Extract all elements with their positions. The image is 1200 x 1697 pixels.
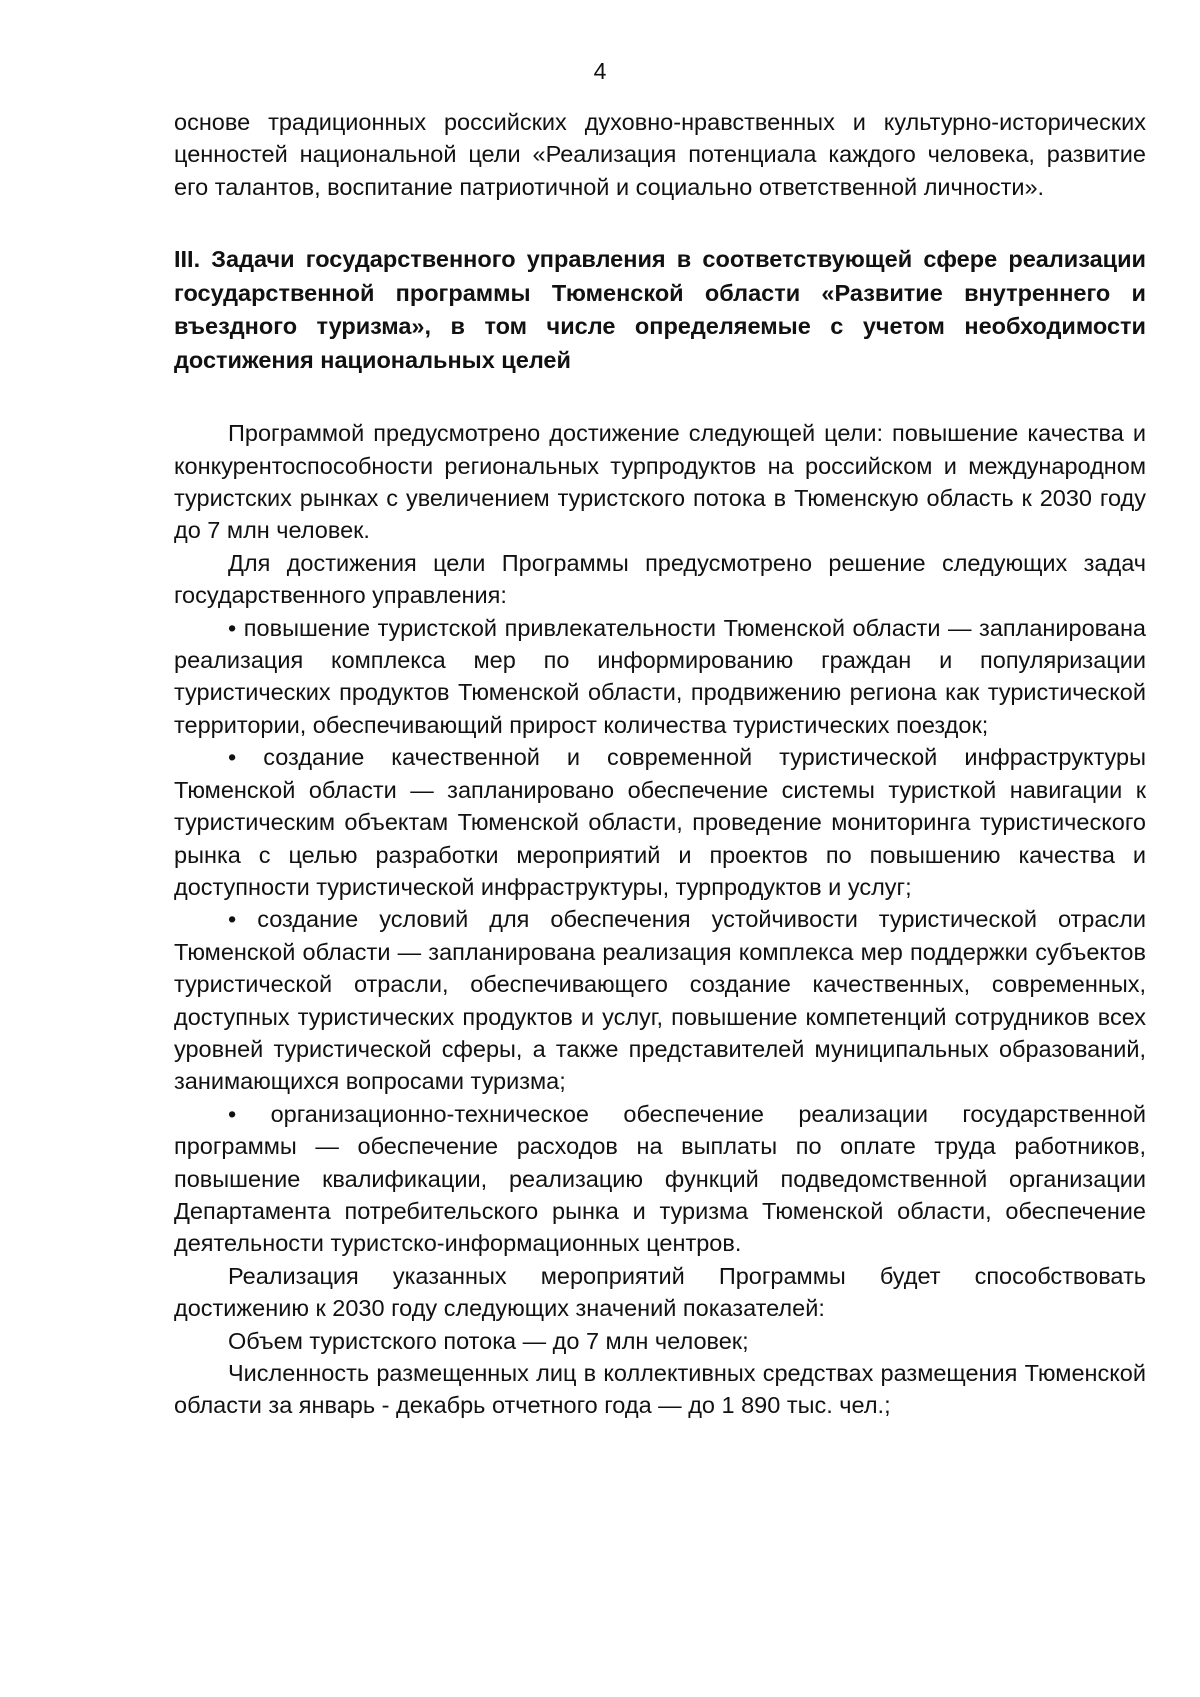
tasks-list [174,612,1146,1260]
section-heading: III. Задачи государственного управления в соответствующей сфере реализации государственной программы Тюменской области «Развитие внутреннего и въездного туризма», в том числе определяемые с учетом необходимости достижения национальных целей [174,246,1146,373]
paragraph-tasks-intro: Для достижения цели Программы предусмотрено решение следующих задач государственного управления: [174,549,1146,609]
list-item: • создание условий для обеспечения устойчивости туристической отрасли Тюменской области — запланирована реализация комплекса мер поддержки субъектов туристической отрасли, обеспечивающего создание качественных, современных, доступных туристических продуктов и услуг, повышение компетенций сотрудников всех уровней туристической сферы, а также представителей муниципальных образований, занимающихся вопросами туризма; [174,906,1146,1095]
list-item: • повышение туристской привлекательности Тюменской области — запланирована реализация комплекса мер по информированию граждан и популяризации туристических продуктов Тюменской области, продвижению региона как туристической территории, обеспечивающий прирост количества туристических поездок; [174,614,1146,738]
page-number: 4 [593,58,607,84]
paragraph-indicator-tourist-flow: Объем туристского потока — до 7 млн человек; [228,1327,749,1354]
paragraph-goal: Программой предусмотрено достижение следующей цели: повышение качества и конкурентоспособности региональных турпродуктов на российском и международном туристских рынках с увеличением туристского потока в Тюменскую область к 2030 году до 7 млн человек. [174,420,1146,544]
paragraph-indicator-accommodated: Численность размещенных лиц в коллективных средствах размещения Тюменской области за январь - декабрь отчетного года — до 1 890 тыс. чел.; [174,1360,1146,1419]
paragraph-intro-continuation: основе традиционных российских духовно-нравственных и культурно-исторических ценностей национальной цели «Реализация потенциала каждого человека, развитие его талантов, воспитание патриотичной и социально ответственной личности». [174,109,1146,200]
document-body [174,106,1146,1422]
list-item: • создание качественной и современной туристической инфраструктуры Тюменской области — запланировано обеспечение системы туристкой навигации к туристическим объектам Тюменской области, проведение мониторинга туристического рынка с целью разработки мероприятий и проектов по повышению качества и доступности туристической инфраструктуры, турпродуктов и услуг; [174,744,1146,900]
paragraph-indicators-intro: Реализация указанных мероприятий Программы будет способствовать достижению к 2030 году следующих значений показателей: [174,1262,1146,1322]
list-item: • организационно-техническое обеспечение реализации государственной программы — обеспечение расходов на выплаты по оплате труда работников, повышение квалификации, реализацию функций подведомственной организации Департамента потребительского рынка и туризма Тюменской области, обеспечение деятельности туристско-информационных центров. [174,1100,1146,1257]
